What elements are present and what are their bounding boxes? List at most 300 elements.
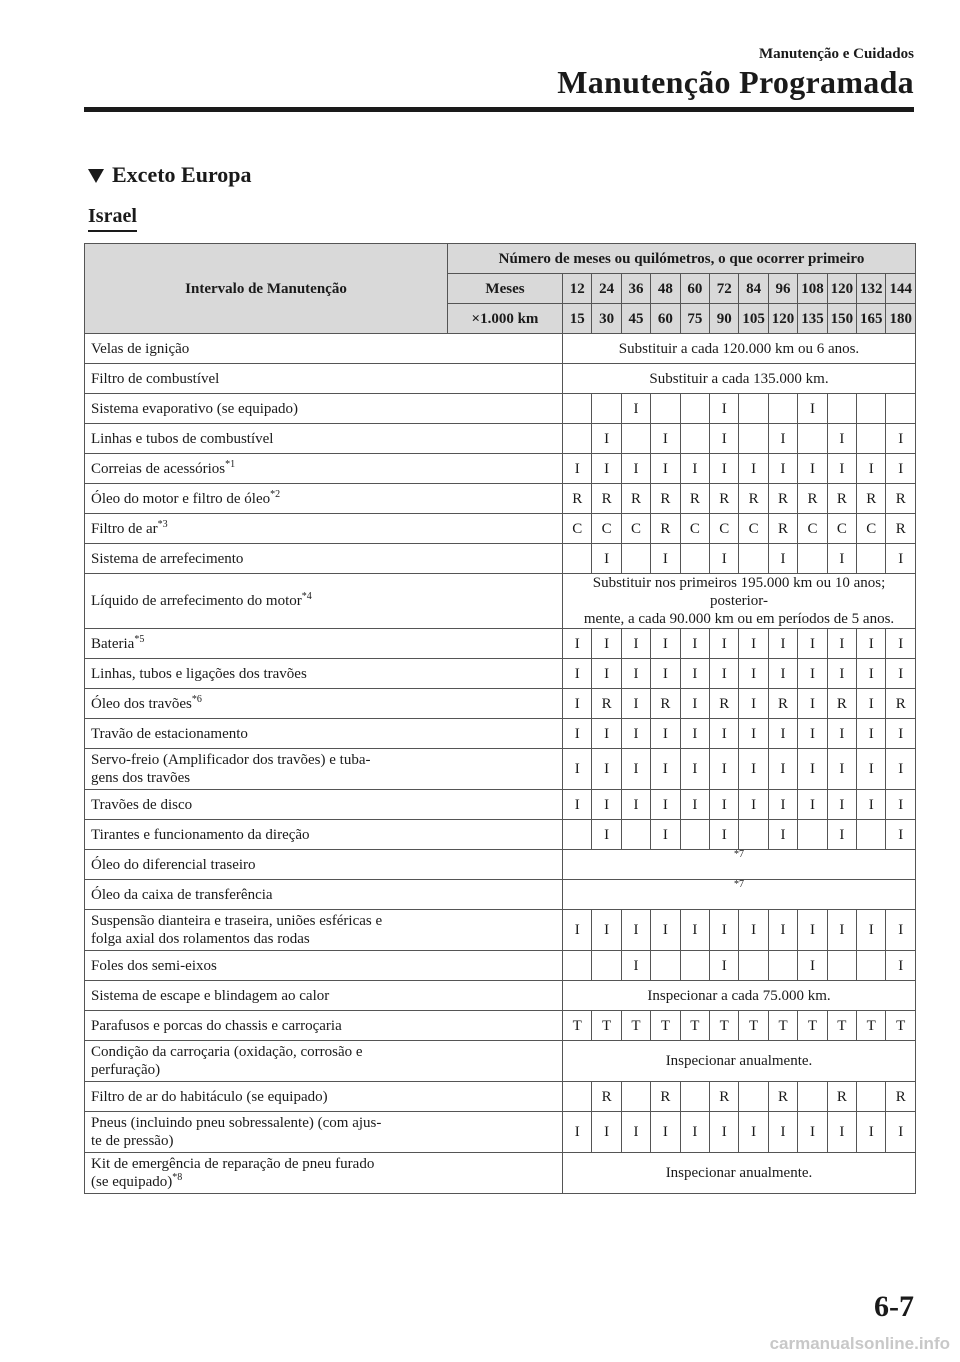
row-label-line: gens dos travões bbox=[91, 770, 191, 786]
km-header-cell: 90 bbox=[710, 304, 739, 334]
schedule-cell: I bbox=[651, 1112, 680, 1153]
row-label bbox=[85, 424, 563, 454]
schedule-cell: T bbox=[621, 1011, 650, 1041]
page-number: 6-7 bbox=[874, 1290, 914, 1323]
table-row bbox=[85, 514, 916, 544]
schedule-note: Inspecionar anualmente. bbox=[563, 1041, 916, 1082]
km-header-cell: 60 bbox=[651, 304, 680, 334]
schedule-cell: C bbox=[827, 514, 856, 544]
schedule-cell: I bbox=[798, 629, 827, 659]
table-row bbox=[85, 1011, 916, 1041]
schedule-cell: T bbox=[798, 1011, 827, 1041]
schedule-cell: I bbox=[827, 424, 856, 454]
schedule-cell: I bbox=[798, 1112, 827, 1153]
schedule-cell: R bbox=[886, 689, 916, 719]
table-row bbox=[85, 1153, 916, 1194]
month-header-cell: 144 bbox=[886, 274, 916, 304]
schedule-cell: I bbox=[886, 951, 916, 981]
table-row bbox=[85, 719, 916, 749]
schedule-cell: I bbox=[710, 719, 739, 749]
schedule-cell: I bbox=[651, 424, 680, 454]
schedule-cell: I bbox=[768, 820, 797, 850]
schedule-cell bbox=[739, 951, 768, 981]
table-row bbox=[85, 820, 916, 850]
schedule-cell: C bbox=[563, 514, 592, 544]
schedule-cell bbox=[798, 544, 827, 574]
km-header-cell: 30 bbox=[592, 304, 621, 334]
schedule-cell: I bbox=[680, 910, 709, 951]
row-label-text: Sistema de arrefecimento bbox=[91, 550, 244, 567]
schedule-cell: R bbox=[768, 484, 797, 514]
month-header-cell: 60 bbox=[680, 274, 709, 304]
month-header-cell: 72 bbox=[710, 274, 739, 304]
footnote-marker: *1 bbox=[225, 458, 236, 470]
schedule-cell: I bbox=[621, 719, 650, 749]
schedule-cell: I bbox=[680, 719, 709, 749]
month-header-cell: 108 bbox=[798, 274, 827, 304]
schedule-cell bbox=[680, 424, 709, 454]
schedule-cell bbox=[592, 951, 621, 981]
row-label bbox=[85, 880, 563, 910]
schedule-cell: C bbox=[857, 514, 886, 544]
schedule-cell bbox=[798, 820, 827, 850]
schedule-cell: I bbox=[739, 689, 768, 719]
schedule-cell: I bbox=[857, 910, 886, 951]
schedule-cell: I bbox=[592, 659, 621, 689]
schedule-cell: I bbox=[886, 454, 916, 484]
schedule-cell: I bbox=[886, 1112, 916, 1153]
schedule-cell: R bbox=[592, 484, 621, 514]
schedule-cell: I bbox=[563, 790, 592, 820]
schedule-cell: C bbox=[592, 514, 621, 544]
row-label bbox=[85, 820, 563, 850]
row-label-text: Filtro de combustível bbox=[91, 370, 220, 387]
footnote-marker: *5 bbox=[134, 633, 145, 645]
schedule-cell: R bbox=[886, 484, 916, 514]
schedule-cell: R bbox=[768, 1082, 797, 1112]
month-header-cell: 84 bbox=[739, 274, 768, 304]
schedule-cell: I bbox=[798, 689, 827, 719]
schedule-cell: I bbox=[680, 749, 709, 790]
schedule-note: Inspecionar a cada 75.000 km. bbox=[563, 981, 916, 1011]
schedule-cell: I bbox=[621, 790, 650, 820]
schedule-cell bbox=[768, 951, 797, 981]
schedule-cell: I bbox=[857, 1112, 886, 1153]
table-row bbox=[85, 951, 916, 981]
schedule-cell: R bbox=[651, 484, 680, 514]
schedule-cell: I bbox=[563, 659, 592, 689]
schedule-cell: I bbox=[739, 659, 768, 689]
row-label-text: Sistema de escape e blindagem ao calor bbox=[91, 987, 330, 1004]
schedule-cell: I bbox=[827, 719, 856, 749]
span-header: Número de meses ou quilómetros, o que ocorrer primeiro bbox=[448, 244, 916, 274]
schedule-cell: I bbox=[798, 749, 827, 790]
schedule-cell: I bbox=[621, 910, 650, 951]
row-label-text: Óleo dos travões bbox=[91, 695, 192, 712]
month-header-cell: 96 bbox=[768, 274, 797, 304]
schedule-cell: I bbox=[857, 790, 886, 820]
schedule-cell: R bbox=[886, 1082, 916, 1112]
schedule-cell: I bbox=[886, 820, 916, 850]
schedule-cell: I bbox=[710, 394, 739, 424]
row-label bbox=[85, 574, 563, 629]
schedule-cell: I bbox=[886, 544, 916, 574]
schedule-cell: I bbox=[563, 719, 592, 749]
schedule-cell: R bbox=[827, 1082, 856, 1112]
schedule-cell: I bbox=[563, 910, 592, 951]
row-label bbox=[85, 951, 563, 981]
schedule-cell: T bbox=[768, 1011, 797, 1041]
row-label-text: Sistema evaporativo (se equipado) bbox=[91, 400, 299, 417]
schedule-cell: I bbox=[651, 820, 680, 850]
row-label-text: Óleo do motor e filtro de óleo bbox=[91, 490, 271, 507]
schedule-cell: I bbox=[621, 749, 650, 790]
schedule-cell: T bbox=[857, 1011, 886, 1041]
schedule-cell bbox=[857, 424, 886, 454]
table-row bbox=[85, 334, 916, 364]
table-row bbox=[85, 364, 916, 394]
schedule-note: Substituir a cada 120.000 km ou 6 anos. bbox=[563, 334, 916, 364]
schedule-cell: I bbox=[739, 790, 768, 820]
schedule-cell bbox=[621, 544, 650, 574]
schedule-cell: I bbox=[710, 629, 739, 659]
row-label bbox=[85, 629, 563, 659]
schedule-cell: T bbox=[680, 1011, 709, 1041]
schedule-cell: R bbox=[651, 1082, 680, 1112]
schedule-note-line: mente, a cada 90.000 km ou em períodos de 5 anos. bbox=[583, 611, 895, 627]
schedule-cell: I bbox=[798, 719, 827, 749]
row-label bbox=[85, 1112, 563, 1153]
schedule-cell bbox=[857, 951, 886, 981]
schedule-cell: I bbox=[710, 820, 739, 850]
schedule-cell: R bbox=[768, 689, 797, 719]
schedule-cell: I bbox=[739, 629, 768, 659]
schedule-cell: I bbox=[857, 629, 886, 659]
table-row bbox=[85, 790, 916, 820]
table-row bbox=[85, 910, 916, 951]
row-label bbox=[85, 1153, 563, 1194]
schedule-cell: I bbox=[710, 1112, 739, 1153]
row-label bbox=[85, 1011, 563, 1041]
row-label-text: Líquido de arrefecimento do motor bbox=[91, 593, 302, 609]
schedule-cell: I bbox=[739, 719, 768, 749]
footnote-marker: *4 bbox=[301, 591, 312, 602]
row-label bbox=[85, 394, 563, 424]
schedule-cell: I bbox=[768, 629, 797, 659]
schedule-cell bbox=[827, 951, 856, 981]
schedule-cell: I bbox=[739, 1112, 768, 1153]
schedule-cell: T bbox=[739, 1011, 768, 1041]
schedule-cell bbox=[739, 1082, 768, 1112]
schedule-cell: R bbox=[710, 484, 739, 514]
schedule-cell bbox=[563, 394, 592, 424]
months-label: Meses bbox=[448, 274, 563, 304]
schedule-cell bbox=[857, 1082, 886, 1112]
schedule-cell: I bbox=[592, 454, 621, 484]
schedule-cell: R bbox=[621, 484, 650, 514]
km-label: ×1.000 km bbox=[448, 304, 563, 334]
schedule-cell: I bbox=[857, 719, 886, 749]
schedule-cell: R bbox=[827, 484, 856, 514]
table-row bbox=[85, 749, 916, 790]
watermark: carmanualsonline.info bbox=[769, 1334, 950, 1353]
maintenance-schedule-table bbox=[84, 243, 916, 1194]
schedule-cell: I bbox=[651, 659, 680, 689]
table-row bbox=[85, 484, 916, 514]
schedule-cell: T bbox=[563, 1011, 592, 1041]
table-row bbox=[85, 574, 916, 629]
schedule-cell: C bbox=[739, 514, 768, 544]
schedule-cell: I bbox=[592, 910, 621, 951]
schedule-cell: I bbox=[827, 820, 856, 850]
schedule-cell bbox=[680, 394, 709, 424]
km-header-cell: 75 bbox=[680, 304, 709, 334]
row-label-text: Óleo da caixa de transferência bbox=[91, 886, 273, 903]
km-header-cell: 120 bbox=[768, 304, 797, 334]
schedule-cell bbox=[680, 1082, 709, 1112]
schedule-cell: C bbox=[710, 514, 739, 544]
schedule-cell: I bbox=[563, 454, 592, 484]
schedule-cell bbox=[680, 820, 709, 850]
schedule-cell: R bbox=[592, 1082, 621, 1112]
schedule-cell: I bbox=[798, 394, 827, 424]
row-label-line: Servo-freio (Amplificador dos travões) e tuba- bbox=[91, 752, 371, 768]
table-row bbox=[85, 629, 916, 659]
subsection-heading: Israel bbox=[88, 205, 137, 232]
schedule-cell: I bbox=[680, 1112, 709, 1153]
row-label-text: Parafusos e porcas do chassis e carroçaria bbox=[91, 1017, 342, 1034]
schedule-cell bbox=[827, 394, 856, 424]
schedule-cell: R bbox=[768, 514, 797, 544]
schedule-cell bbox=[621, 820, 650, 850]
schedule-cell: I bbox=[827, 1112, 856, 1153]
schedule-note bbox=[563, 880, 916, 910]
schedule-cell: I bbox=[621, 1112, 650, 1153]
table-row bbox=[85, 1082, 916, 1112]
schedule-cell bbox=[768, 394, 797, 424]
schedule-cell: I bbox=[886, 910, 916, 951]
row-label bbox=[85, 719, 563, 749]
schedule-cell: I bbox=[768, 910, 797, 951]
schedule-cell: R bbox=[651, 689, 680, 719]
schedule-cell: I bbox=[857, 659, 886, 689]
schedule-cell: R bbox=[680, 484, 709, 514]
schedule-cell: I bbox=[768, 659, 797, 689]
table-row bbox=[85, 394, 916, 424]
schedule-cell: I bbox=[710, 424, 739, 454]
schedule-cell: I bbox=[768, 454, 797, 484]
schedule-cell: I bbox=[592, 544, 621, 574]
table-row bbox=[85, 544, 916, 574]
schedule-cell: I bbox=[592, 424, 621, 454]
schedule-cell: I bbox=[710, 749, 739, 790]
schedule-cell: I bbox=[563, 749, 592, 790]
schedule-note bbox=[563, 574, 916, 629]
schedule-cell: I bbox=[827, 629, 856, 659]
schedule-cell bbox=[739, 820, 768, 850]
schedule-cell: T bbox=[651, 1011, 680, 1041]
schedule-cell: T bbox=[827, 1011, 856, 1041]
schedule-cell: I bbox=[592, 820, 621, 850]
schedule-cell: I bbox=[592, 719, 621, 749]
schedule-cell: I bbox=[798, 454, 827, 484]
footnote-marker: *7 bbox=[734, 879, 744, 890]
km-header-cell: 135 bbox=[798, 304, 827, 334]
row-label bbox=[85, 981, 563, 1011]
table-row bbox=[85, 850, 916, 880]
km-header-cell: 150 bbox=[827, 304, 856, 334]
page-title: Manutenção Programada bbox=[557, 64, 914, 100]
km-header-cell: 15 bbox=[563, 304, 592, 334]
schedule-cell: I bbox=[768, 544, 797, 574]
row-label-line: Pneus (incluindo pneu sobressalente) (com ajus- bbox=[91, 1115, 382, 1131]
km-header-cell: 180 bbox=[886, 304, 916, 334]
chapter-title: Manutenção e Cuidados bbox=[758, 46, 914, 62]
schedule-cell: R bbox=[886, 514, 916, 544]
schedule-cell: I bbox=[827, 790, 856, 820]
schedule-cell: I bbox=[710, 951, 739, 981]
schedule-cell bbox=[563, 951, 592, 981]
schedule-cell bbox=[621, 424, 650, 454]
schedule-cell: I bbox=[710, 659, 739, 689]
schedule-cell: R bbox=[798, 484, 827, 514]
month-header-cell: 132 bbox=[857, 274, 886, 304]
schedule-cell: I bbox=[827, 749, 856, 790]
schedule-cell: I bbox=[651, 790, 680, 820]
schedule-cell: I bbox=[798, 951, 827, 981]
table-row bbox=[85, 454, 916, 484]
schedule-cell: I bbox=[827, 910, 856, 951]
schedule-cell bbox=[563, 820, 592, 850]
schedule-cell bbox=[857, 544, 886, 574]
schedule-cell: I bbox=[680, 454, 709, 484]
schedule-cell: I bbox=[768, 790, 797, 820]
schedule-cell: I bbox=[592, 749, 621, 790]
schedule-cell bbox=[651, 394, 680, 424]
section-heading bbox=[88, 162, 252, 188]
row-label bbox=[85, 850, 563, 880]
schedule-cell: I bbox=[680, 790, 709, 820]
row-label bbox=[85, 749, 563, 790]
schedule-cell bbox=[680, 544, 709, 574]
schedule-cell: I bbox=[592, 1112, 621, 1153]
footnote-marker: *6 bbox=[191, 693, 202, 705]
row-label bbox=[85, 364, 563, 394]
schedule-cell: I bbox=[621, 659, 650, 689]
schedule-cell: I bbox=[710, 544, 739, 574]
schedule-cell bbox=[621, 1082, 650, 1112]
schedule-cell: I bbox=[710, 454, 739, 484]
table-row bbox=[85, 659, 916, 689]
row-label-line: folga axial dos rolamentos das rodas bbox=[91, 931, 310, 947]
schedule-cell: I bbox=[857, 749, 886, 790]
schedule-cell: T bbox=[710, 1011, 739, 1041]
schedule-note: Substituir a cada 135.000 km. bbox=[563, 364, 916, 394]
km-header-cell: 165 bbox=[857, 304, 886, 334]
schedule-cell: I bbox=[563, 629, 592, 659]
schedule-cell: C bbox=[621, 514, 650, 544]
header-divider bbox=[84, 107, 914, 112]
row-label bbox=[85, 689, 563, 719]
schedule-cell: I bbox=[651, 910, 680, 951]
row-label-text: Filtro de ar do habitáculo (se equipado) bbox=[91, 1088, 328, 1105]
row-label bbox=[85, 454, 563, 484]
schedule-cell: I bbox=[886, 629, 916, 659]
schedule-cell: I bbox=[710, 910, 739, 951]
schedule-cell bbox=[739, 394, 768, 424]
schedule-cell: I bbox=[768, 749, 797, 790]
row-label-text: Travões de disco bbox=[91, 796, 193, 813]
table-row bbox=[85, 981, 916, 1011]
schedule-note: Inspecionar anualmente. bbox=[563, 1153, 916, 1194]
schedule-note-line: Substituir nos primeiros 195.000 km ou 10 anos; posterior- bbox=[592, 575, 886, 609]
table-row bbox=[85, 424, 916, 454]
schedule-cell: I bbox=[827, 659, 856, 689]
row-label-text: Óleo do diferencial traseiro bbox=[91, 856, 256, 873]
schedule-cell: I bbox=[827, 544, 856, 574]
schedule-cell: R bbox=[651, 514, 680, 544]
schedule-cell: R bbox=[710, 689, 739, 719]
month-header-cell: 12 bbox=[563, 274, 592, 304]
schedule-cell: I bbox=[621, 394, 650, 424]
schedule-cell: I bbox=[827, 454, 856, 484]
row-label bbox=[85, 514, 563, 544]
row-label bbox=[85, 790, 563, 820]
schedule-cell bbox=[563, 424, 592, 454]
month-header-cell: 24 bbox=[592, 274, 621, 304]
schedule-cell: I bbox=[768, 1112, 797, 1153]
schedule-cell: R bbox=[563, 484, 592, 514]
schedule-cell: I bbox=[768, 719, 797, 749]
footnote-marker: *7 bbox=[734, 849, 744, 860]
schedule-cell: C bbox=[798, 514, 827, 544]
km-header-cell: 45 bbox=[621, 304, 650, 334]
schedule-cell: I bbox=[739, 454, 768, 484]
row-label-text: Bateria bbox=[91, 635, 135, 652]
section-heading-text: Exceto Europa bbox=[112, 162, 252, 187]
row-label bbox=[85, 484, 563, 514]
row-label-text: Linhas, tubos e ligações dos travões bbox=[91, 665, 307, 682]
schedule-cell: I bbox=[798, 910, 827, 951]
schedule-cell: I bbox=[739, 749, 768, 790]
schedule-cell: I bbox=[886, 659, 916, 689]
schedule-cell: I bbox=[798, 659, 827, 689]
table-row bbox=[85, 689, 916, 719]
month-header-cell: 48 bbox=[651, 274, 680, 304]
schedule-note bbox=[563, 850, 916, 880]
row-label-line: perfuração) bbox=[91, 1062, 161, 1078]
row-label-line: te de pressão) bbox=[91, 1133, 174, 1149]
row-label-text: Velas de ignição bbox=[91, 340, 190, 357]
schedule-cell: T bbox=[886, 1011, 916, 1041]
schedule-cell bbox=[739, 424, 768, 454]
schedule-cell: I bbox=[857, 689, 886, 719]
schedule-cell: T bbox=[592, 1011, 621, 1041]
schedule-cell bbox=[798, 1082, 827, 1112]
schedule-cell: I bbox=[798, 790, 827, 820]
row-label-line: (se equipado) bbox=[91, 1174, 173, 1190]
row-label-text: Travão de estacionamento bbox=[91, 725, 248, 742]
schedule-cell: I bbox=[680, 659, 709, 689]
schedule-cell: I bbox=[680, 689, 709, 719]
schedule-cell: R bbox=[827, 689, 856, 719]
schedule-cell: R bbox=[857, 484, 886, 514]
row-label-text: Linhas e tubos de combustível bbox=[91, 430, 274, 447]
schedule-cell: I bbox=[768, 424, 797, 454]
schedule-cell: I bbox=[621, 629, 650, 659]
schedule-cell bbox=[857, 820, 886, 850]
schedule-cell: I bbox=[680, 629, 709, 659]
